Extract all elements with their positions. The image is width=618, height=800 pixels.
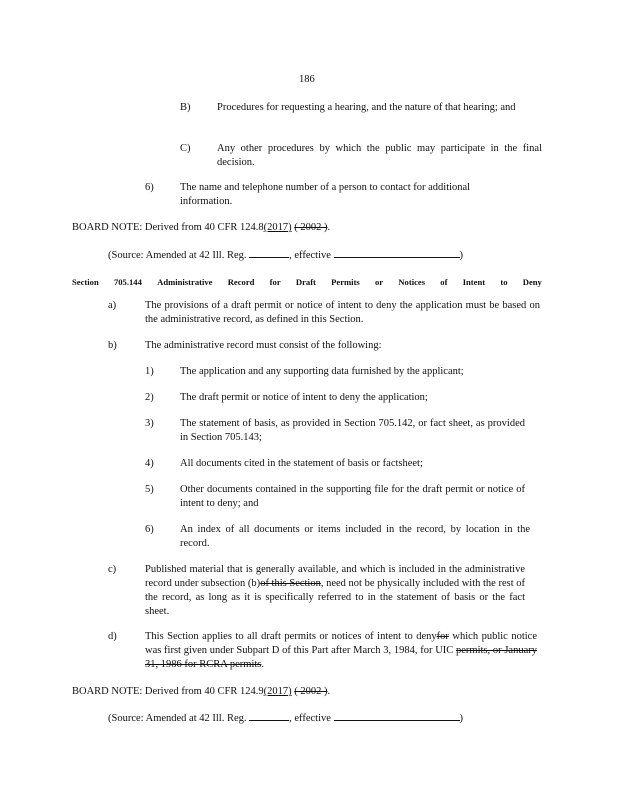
- b-item-1-text: The application and any supporting data furnished by the applicant;: [180, 366, 464, 377]
- subsection-c-text: [145, 563, 525, 619]
- subsection-d-text-1: This Section applies to all draft permits or notices of intent to deny: [145, 631, 437, 642]
- heading-word: Permits: [331, 277, 360, 287]
- source-2-date-blank: [334, 710, 460, 721]
- board-note-1-suffix: .: [327, 222, 331, 233]
- heading-word: or: [375, 277, 384, 287]
- heading-word: 705.144: [113, 277, 142, 287]
- subsection-a-text: The provisions of a draft permit or notice of intent to deny the application must be based on the administrative record, as defined in this Section.: [145, 300, 540, 325]
- b-item-6-marker: 6): [145, 524, 154, 535]
- subsection-b-text: The administrative record must consist of the following:: [145, 340, 382, 351]
- subsection-c-text-2: , need not be physically included with the rest of the record, as long as it is specifically referred to in the statement of basis or the fact sheet.: [145, 578, 525, 617]
- source-2-suffix: ): [459, 713, 464, 724]
- section-heading: [72, 276, 542, 288]
- subsection-c-text-1: Published material that is generally available, and which is included in the administrative record under subsection (b): [145, 564, 525, 589]
- board-note-1: [72, 221, 330, 235]
- subsection-d-text-3: , for UIC: [414, 645, 457, 656]
- item-b-marker: B): [180, 102, 191, 113]
- heading-word: for: [269, 277, 281, 287]
- b-item-4-marker: 4): [145, 458, 154, 469]
- subsection-d-text-4: .: [261, 659, 265, 670]
- heading-word: Intent: [462, 277, 486, 287]
- subsection-d-deleted-1: for: [436, 631, 449, 642]
- heading-word: Notices: [398, 277, 426, 287]
- subsection-a-marker: a): [108, 300, 117, 311]
- b-item-1-marker: 1): [145, 366, 154, 377]
- item-6-text: The name and telephone number of a person to contact for additional information.: [180, 182, 471, 207]
- board-note-2-deleted: ( 2002 ): [294, 686, 328, 697]
- source-2-middle: , effective: [289, 713, 331, 724]
- source-note-1: [108, 247, 463, 263]
- source-1-prefix: (Source: Amended at 42 Ill. Reg.: [108, 250, 247, 261]
- b-item-5-text: Other documents contained in the supporting file for the draft permit or notice of intent to deny; and: [180, 484, 525, 509]
- source-1-reg-blank: [249, 247, 289, 258]
- item-c-marker: C): [180, 143, 191, 154]
- item-6-marker: 6): [145, 182, 154, 193]
- heading-word: Section: [72, 277, 99, 287]
- subsection-d-text-2: which public notice was first given under Subpart D of this Part after March 3, 1984: [145, 631, 537, 656]
- item-b-text: Procedures for requesting a hearing, and the nature of that hearing; and: [217, 102, 516, 113]
- heading-word: Deny: [522, 277, 542, 287]
- b-item-2-text: The draft permit or notice of intent to deny the application;: [180, 392, 428, 403]
- subsection-c-marker: c): [108, 564, 117, 575]
- page-number: 186: [299, 74, 315, 85]
- board-note-2: [72, 685, 330, 699]
- heading-word: to: [500, 277, 508, 287]
- b-item-3-marker: 3): [145, 418, 154, 429]
- subsection-d-text: [145, 630, 537, 672]
- subsection-c-deleted: of this Section: [260, 578, 321, 589]
- board-note-2-amendment: (2017): [263, 686, 292, 697]
- source-1-date-blank: [334, 247, 460, 258]
- b-item-5-marker: 5): [145, 484, 154, 495]
- b-item-4-text: All documents cited in the statement of basis or factsheet;: [180, 458, 423, 469]
- heading-word: of: [440, 277, 448, 287]
- b-item-2-marker: 2): [145, 392, 154, 403]
- board-note-1-prefix: BOARD NOTE: Derived from 40 CFR 124.8: [72, 222, 264, 233]
- b-item-3-text: The statement of basis, as provided in Section 705.142, or fact sheet, as provided in Section 705.143;: [180, 418, 525, 443]
- board-note-1-amendment: (2017): [263, 222, 292, 233]
- source-2-reg-blank: [249, 710, 289, 721]
- subsection-d-marker: d): [108, 631, 117, 642]
- subsection-b-marker: b): [108, 340, 117, 351]
- board-note-2-suffix: .: [327, 686, 331, 697]
- subsection-d-deleted-2: permits, or January 31, 1986 for RCRA permits: [145, 645, 537, 670]
- item-c-text: Any other procedures by which the public may participate in the final decision.: [217, 143, 542, 168]
- source-1-middle: , effective: [289, 250, 331, 261]
- board-note-2-prefix: BOARD NOTE: Derived from 40 CFR 124.9: [72, 686, 264, 697]
- b-item-6-text: An index of all documents or items included in the record, by location in the record.: [180, 524, 530, 549]
- board-note-1-deleted: ( 2002 ): [294, 222, 328, 233]
- source-note-2: [108, 710, 463, 726]
- heading-word: Draft: [295, 277, 316, 287]
- source-2-prefix: (Source: Amended at 42 Ill. Reg.: [108, 713, 247, 724]
- heading-word: Record: [227, 277, 255, 287]
- source-1-suffix: ): [459, 250, 464, 261]
- heading-word: Administrative: [157, 277, 213, 287]
